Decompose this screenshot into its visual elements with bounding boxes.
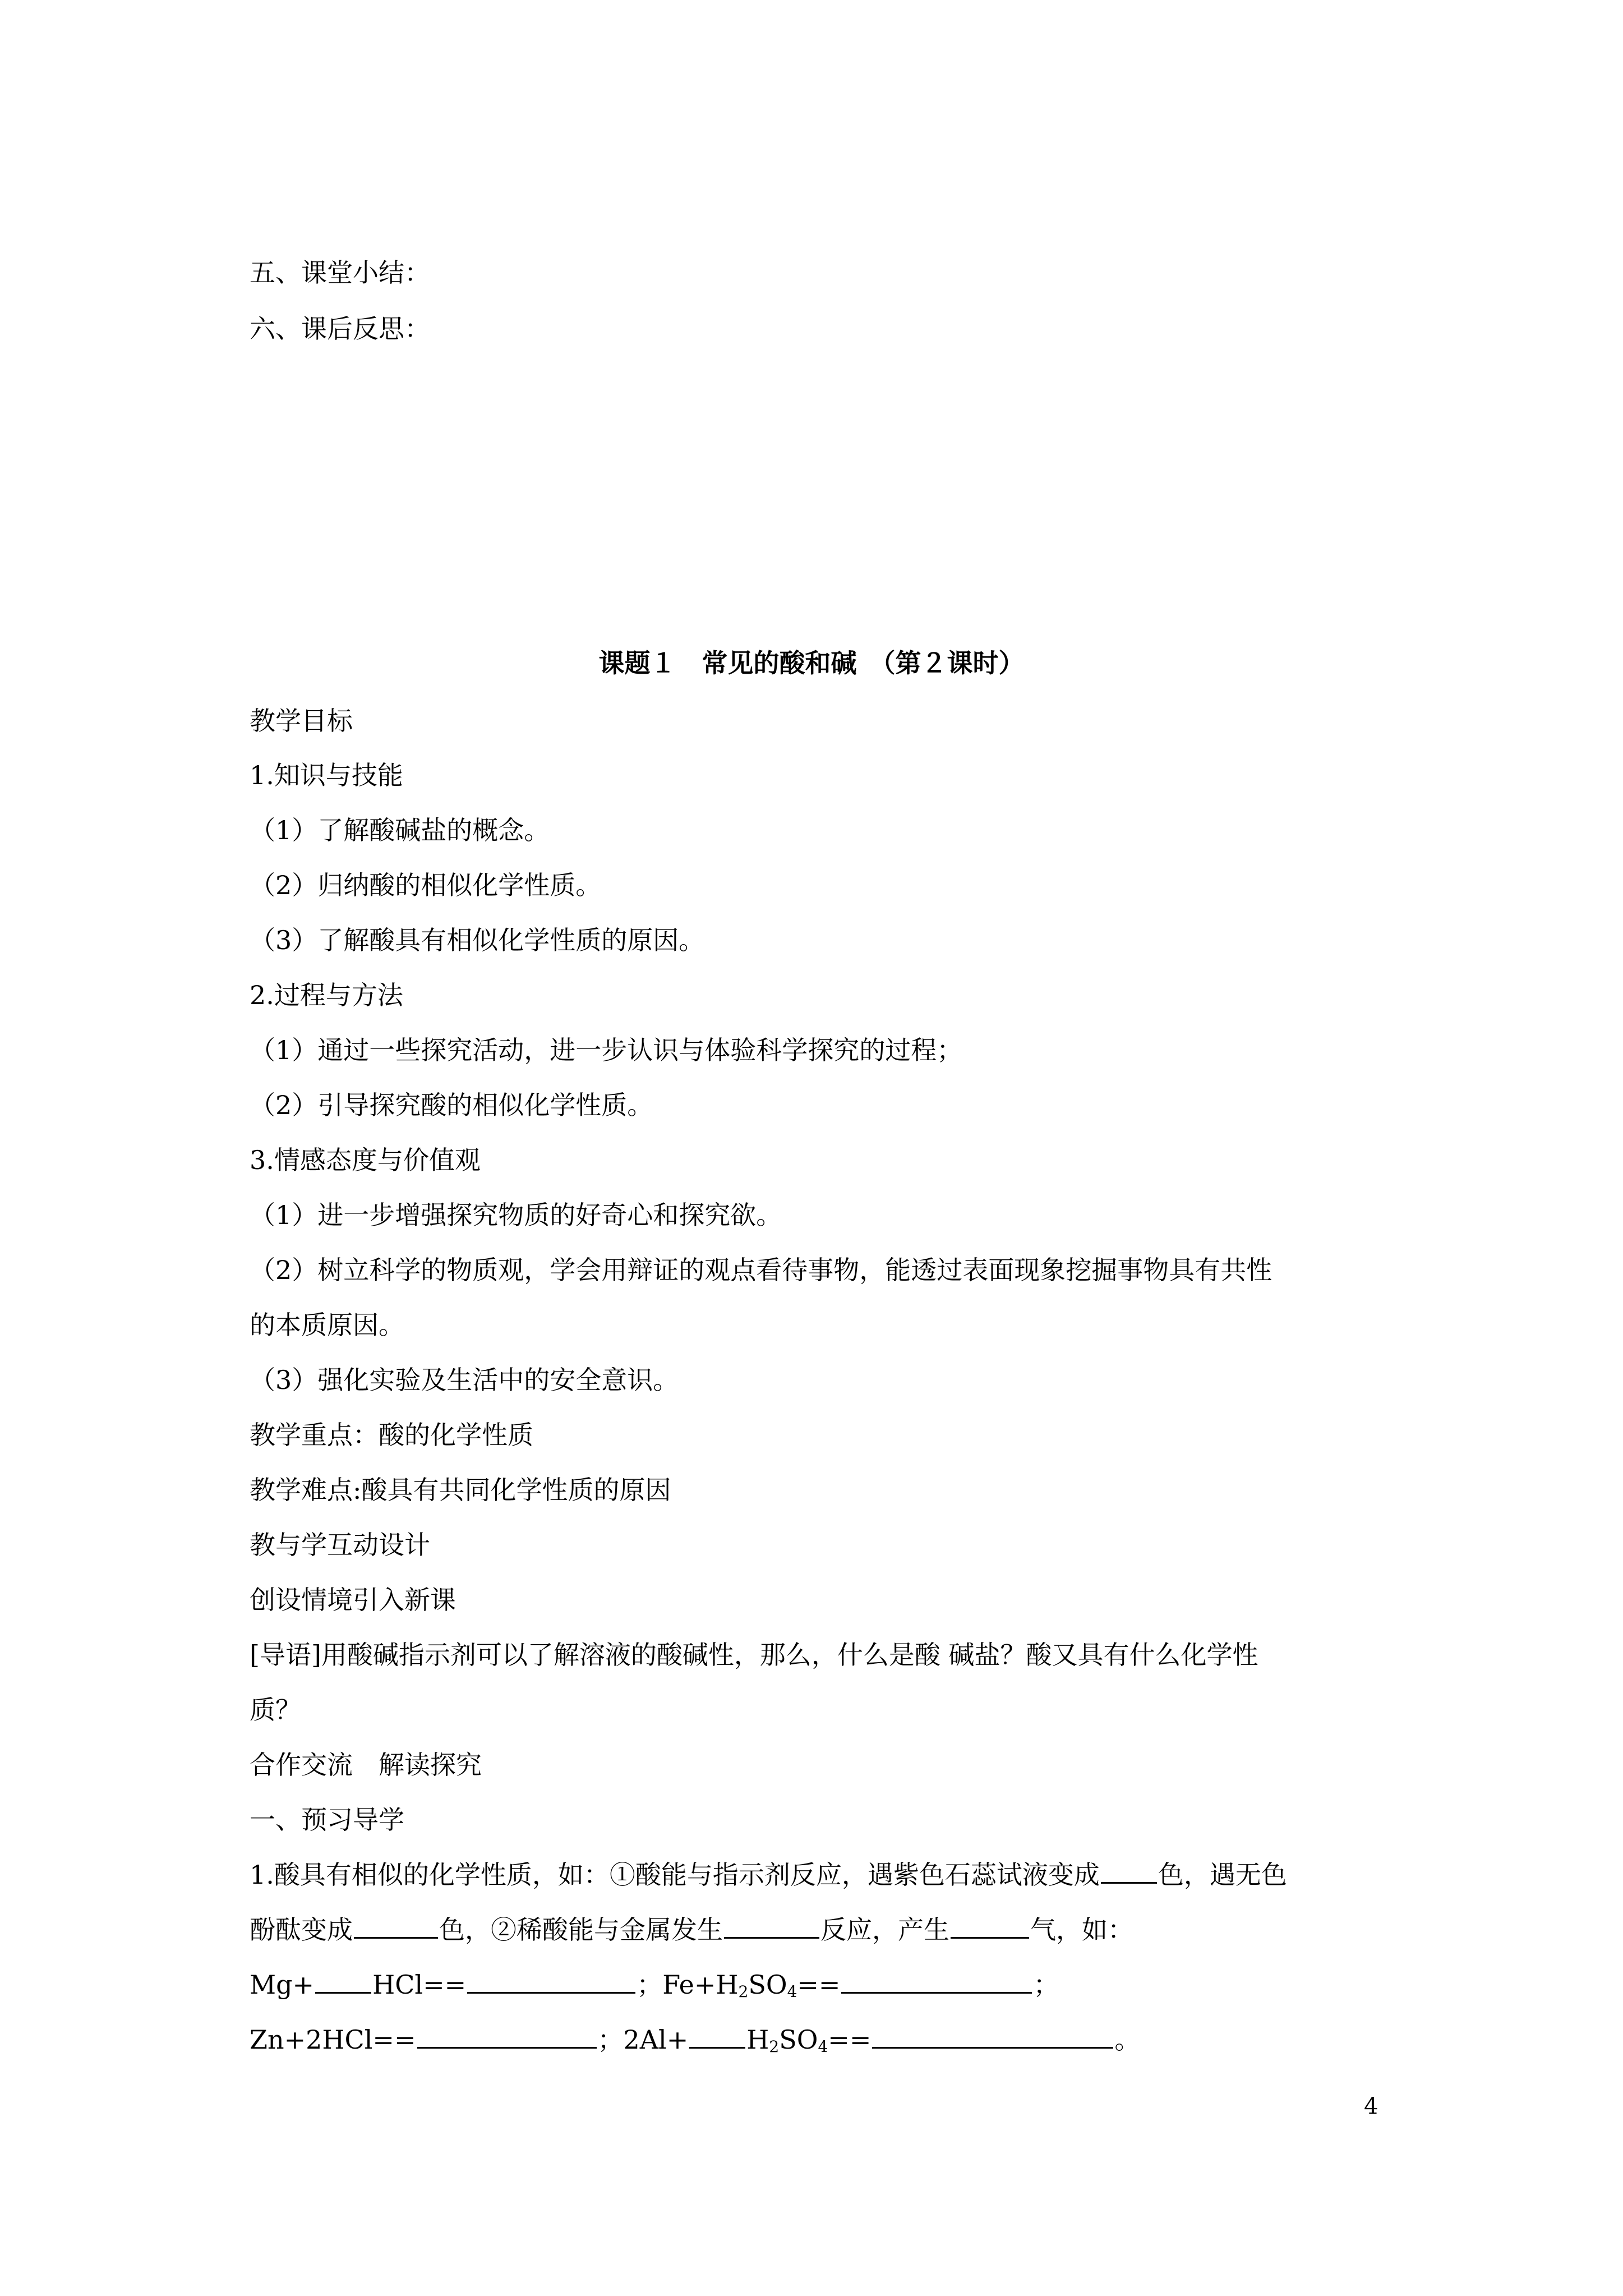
question-1-line-1 [250, 1858, 1287, 1892]
eq1-sub-4: 4 [787, 1982, 797, 2001]
blank-fe-products[interactable] [841, 1970, 1032, 1994]
cooperate-heading: 合作交流 解读探究 [250, 1750, 482, 1780]
interaction-design: 教与学互动设计 [250, 1530, 430, 1560]
teaching-difficulty: 教学难点:酸具有共同化学性质的原因 [250, 1475, 671, 1505]
eq2-al: ；2Al+ [597, 2024, 689, 2055]
teaching-key-point: 教学重点：酸的化学性质 [250, 1420, 533, 1450]
blank-phenolphthalein-color[interactable] [354, 1915, 438, 1939]
guide-text: [导语]用酸碱指示剂可以了解溶液的酸碱性，那么，什么是酸 碱盐？酸又具有什么化学性 [250, 1640, 1258, 1670]
eq2-sub-4: 4 [818, 2037, 828, 2056]
eq2-h: H [746, 2024, 769, 2055]
equation-line-1 [250, 1968, 1059, 2009]
blank-litmus-color[interactable] [1101, 1860, 1157, 1884]
process-item-2: （2）引导探究酸的相似化学性质。 [250, 1090, 653, 1120]
section-6-reflection: 六、课后反思： [250, 314, 430, 344]
knowledge-skills-heading: 1.知识与技能 [250, 760, 403, 790]
objectives-heading: 教学目标 [250, 706, 353, 736]
lesson-title: 课题１ 常见的酸和碱 （第２课时） [598, 648, 1025, 678]
eq1-end: ； [1033, 1970, 1059, 2000]
eq2-so: SO [779, 2024, 818, 2055]
process-item-1: （1）通过一些探究活动，进一步认识与体验科学探究的过程； [250, 1035, 963, 1065]
q1-text-5: 反应，产生 [820, 1915, 949, 1945]
eq1-hcl: HCl== [372, 1970, 467, 2000]
eq2-sub-2: 2 [769, 2037, 780, 2056]
eq2-equals: == [828, 2024, 872, 2055]
blank-h2so4-coefficient[interactable] [689, 2024, 745, 2049]
q1-text-4: 色，②稀酸能与金属发生 [439, 1915, 723, 1945]
knowledge-item-1: （1）了解酸碱盐的概念。 [250, 815, 550, 845]
knowledge-item-3: （3）了解酸具有相似化学性质的原因。 [250, 925, 705, 955]
attitude-item-2-cont: 的本质原因。 [250, 1310, 404, 1340]
eq1-so: SO [748, 1970, 787, 2000]
blank-al-products[interactable] [872, 2024, 1113, 2049]
knowledge-item-2: （2）归纳酸的相似化学性质。 [250, 870, 602, 900]
eq1-fe-h: ；Fe+H [637, 1970, 739, 2000]
process-method-heading: 2.过程与方法 [250, 980, 403, 1010]
preview-heading: 一、预习导学 [250, 1805, 404, 1835]
eq2-end: 。 [1114, 2024, 1141, 2055]
blank-reaction-type[interactable] [724, 1915, 819, 1939]
blank-mg-products[interactable] [467, 1970, 635, 1994]
q1-text-6: 气，如： [1030, 1915, 1133, 1945]
blank-hcl-coefficient[interactable] [315, 1970, 371, 1994]
attitude-heading: 3.情感态度与价值观 [250, 1145, 481, 1175]
question-1-line-2 [250, 1913, 1133, 1947]
eq1-equals: == [797, 1970, 841, 2000]
q1-text-1: 1.酸具有相似的化学性质，如：①酸能与指示剂反应，遇紫色石蕊试液变成 [250, 1860, 1100, 1890]
page-number: 4 [1364, 2093, 1378, 2119]
section-5-summary: 五、课堂小结： [250, 257, 430, 288]
eq2-zn: Zn+2HCl== [250, 2024, 416, 2055]
attitude-item-1: （1）进一步增强探究物质的好奇心和探究欲。 [250, 1200, 782, 1230]
guide-text-cont: 质？ [250, 1695, 301, 1725]
equation-line-2 [250, 2023, 1140, 2064]
q1-text-3: 酚酞变成 [250, 1915, 353, 1945]
q1-text-2: 色，遇无色 [1158, 1860, 1287, 1890]
attitude-item-2: （2）树立科学的物质观，学会用辩证的观点看待事物，能透过表面现象挖掘事物具有共性 [250, 1255, 1272, 1285]
eq1-sub-2: 2 [738, 1982, 749, 2001]
attitude-item-3: （3）强化实验及生活中的安全意识。 [250, 1365, 679, 1395]
blank-zn-products[interactable] [417, 2024, 597, 2049]
blank-gas-name[interactable] [951, 1915, 1029, 1939]
intro-heading: 创设情境引入新课 [250, 1585, 456, 1615]
eq1-mg: Mg+ [250, 1970, 315, 2000]
